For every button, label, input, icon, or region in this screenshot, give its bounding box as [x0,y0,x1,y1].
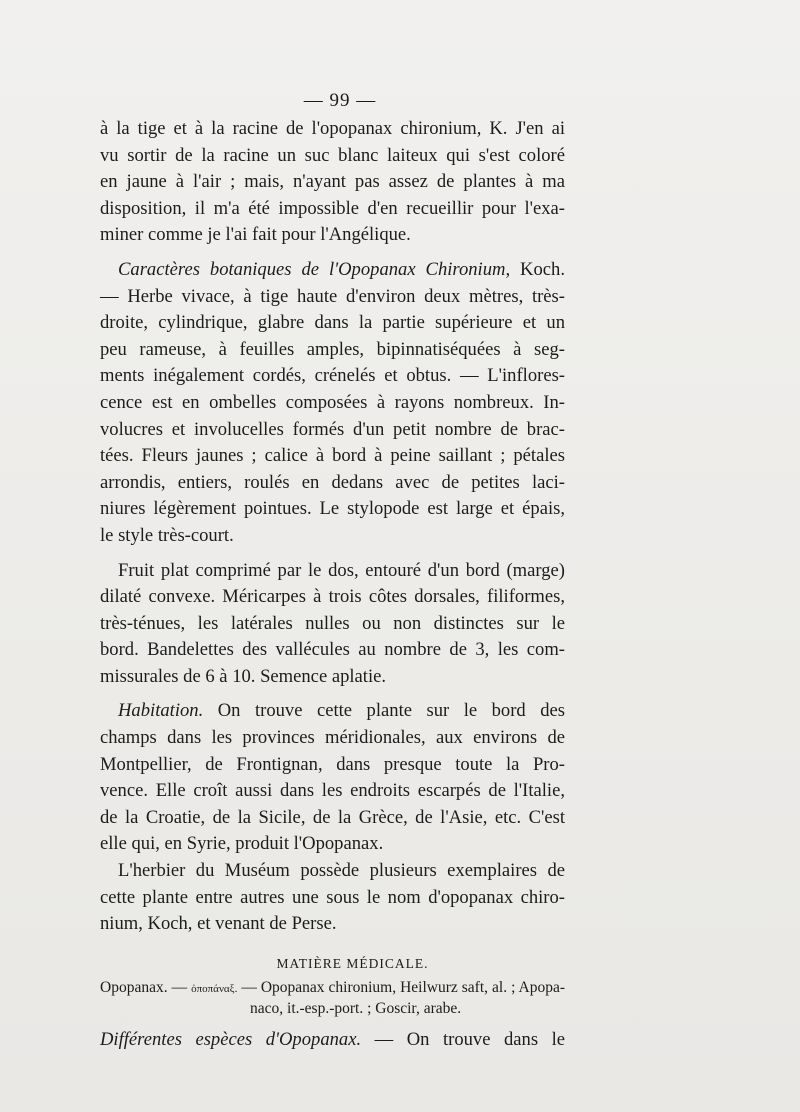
section-heading [100,257,565,284]
text-line: vence. Elle croît aussi dans les endroits escarpés de l'Italie, [100,780,565,802]
text-line: de la Croatie, de la Sicile, de la Grèce, de l'Asie, etc. C'est [100,806,565,828]
page-number: — 99 — [303,90,377,111]
synonyms-line: naco, it.-esp.-port. ; Goscir, arabe. [250,999,462,1017]
text-line: elle qui, en Syrie, produit l'Opopanax. [100,833,384,855]
text-line: arrondis, entiers, roulés en dedans avec de petites laci- [100,471,565,493]
text-line: Montpellier, de Frontignan, dans presque toute la Pro- [100,753,565,775]
text-line: niures légèrement pointues. Le stylopode est large et épais, [100,498,565,520]
text-line: ments inégalement cordés, crénelés et obtus. — L'inflores- [100,365,565,387]
text-line: à la tige et à la racine de l'opopanax chironium, K. J'en ai [100,118,565,139]
text-line: Fruit plat comprimé par le dos, entouré d'un bord (marge) [118,559,565,581]
paragraph-habitation [100,698,565,858]
section-heading [100,698,565,725]
differentes-label: Différentes espèces d'Opopanax. [100,1028,362,1050]
synonyms-line [100,977,565,998]
paragraph-botanical-characters [100,257,565,550]
text-line: peu rameuse, à feuilles amples, bipinnatiséquées à seg- [100,338,565,360]
synonyms-block [100,977,565,1019]
habitation-first-line: On trouve cette plante sur le bord des [203,700,565,722]
text-line: bord. Bandelettes des vallécules au nombre de 3, les com- [100,639,565,661]
synonym-rest: — Opopanax chironium, Heilwurz saft, al. ; Apopa- [237,978,566,996]
text-line: miner comme je l'ai fait pour l'Angélique. [100,224,411,246]
text-line: volucres et involucelles formés d'un petit nombre de brac- [100,418,565,440]
author-name: Koch. [510,258,565,280]
text-line: tées. Fleurs jaunes ; calice à bord à peine saillant ; pétales [100,445,565,467]
text-line: — Herbe vivace, à tige haute d'environ deux mètres, très- [100,285,565,307]
paragraph-fruit [100,558,565,691]
text-line: L'herbier du Muséum possède plusieurs exemplaires de [118,860,565,882]
body-text [100,116,565,1053]
section-heading [100,1027,565,1054]
text-line: droite, cylindrique, glabre dans la partie supérieure et un [100,312,565,334]
paragraph-herbier [100,858,565,938]
differentes-rest: — On trouve dans le [361,1028,565,1050]
text-line: disposition, il m'a été impossible d'en recueillir pour l'exa- [100,197,565,219]
text-line: cence est en ombelles composées à rayons nombreux. In- [100,391,565,413]
text-line: en jaune à l'air ; mais, n'ayant pas assez de plantes à ma [100,171,565,193]
text-line: nium, Koch, et venant de Perse. [100,913,337,935]
text-line: très-ténues, les latérales nulles ou non distinctes sur le [100,612,565,634]
text-line: missurales de 6 à 10. Semence aplatie. [100,665,387,687]
habitation-label: Habitation. [118,700,204,722]
paragraph-opopanax-juice [100,116,565,249]
text-line: dilaté convexe. Méricarpes à trois côtes dorsales, filiformes, [100,586,565,608]
greek-name: ὀποπάναξ. [191,982,238,995]
matiere-medicale-heading: MATIÈRE MÉDICALE. [276,955,429,971]
section-heading-label: Caractères botaniques de l'Opopanax Chironium, [118,258,511,280]
synonym-lead: Opopanax. — [100,978,192,996]
text-line: cette plante entre autres une sous le nom d'opopanax chiro- [100,886,565,908]
text-line: vu sortir de la racine un suc blanc laiteux qui s'est coloré [100,144,565,166]
text-line: champs dans les provinces méridionales, aux environs de [100,727,565,749]
text-line: le style très-court. [100,524,234,546]
